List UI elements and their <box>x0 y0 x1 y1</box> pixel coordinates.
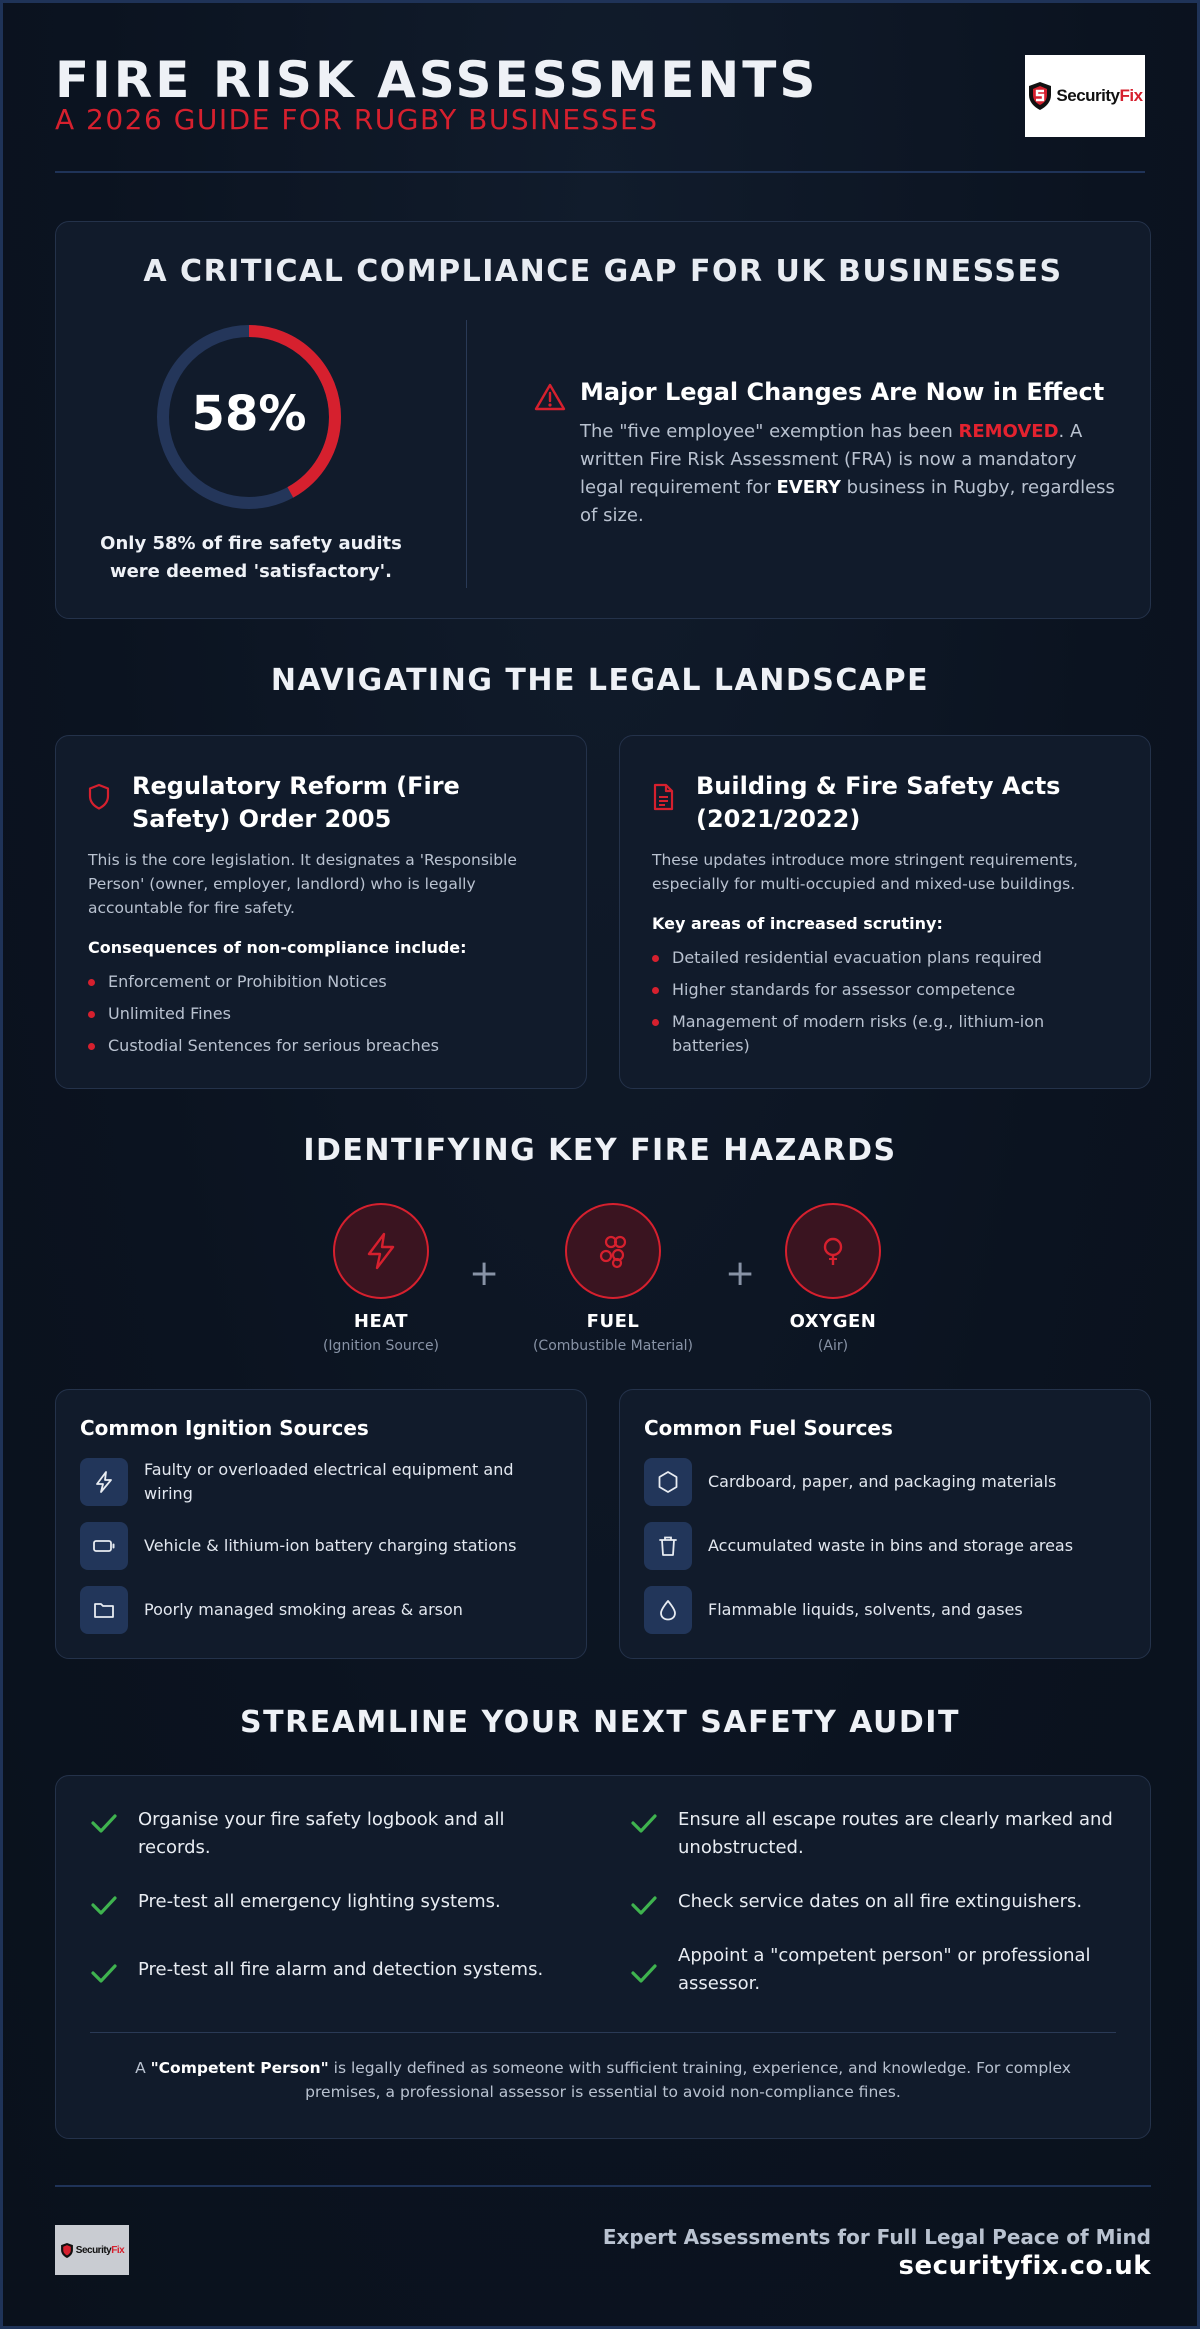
fire-triangle-fuel <box>513 1203 713 1354</box>
page-title: FIRE RISK ASSESSMENTS <box>55 51 819 109</box>
donut-caption: Only 58% of fire safety audits were deemed 'satisfactory'. <box>100 533 402 582</box>
list-item: Management of modern risks (e.g., lithium-ion batteries) <box>652 1010 1122 1058</box>
list-item: Accumulated waste in bins and storage areas <box>644 1522 1124 1570</box>
checklist-item: Organise your fire safety logbook and all records. <box>90 1806 578 1862</box>
law-card-desc: This is the core legislation. It designates a 'Responsible Person' (owner, employer, landlord) who is legally accountable for fire safety. <box>88 851 517 917</box>
triangle-label: HEAT <box>353 1311 409 1332</box>
checklist-item: Pre-test all emergency lighting systems. <box>90 1888 578 1916</box>
shield-logo-icon <box>1027 81 1053 111</box>
law-card-subheading: Consequences of non-compliance include: <box>88 938 467 957</box>
fuel-sources-card <box>619 1389 1151 1659</box>
list-item: Unlimited Fines <box>88 1002 558 1026</box>
shield-icon <box>86 782 112 812</box>
trash-icon <box>656 1534 680 1558</box>
checklist-item: Ensure all escape routes are clearly marked and unobstructed. <box>630 1806 1118 1862</box>
triangle-label: OXYGEN <box>789 1311 877 1332</box>
list-item: Poorly managed smoking areas & arson <box>80 1586 560 1634</box>
law-card-title: Building & Fire Safety Acts (2021/2022) <box>696 772 1061 833</box>
list-item: Detailed residential evacuation plans required <box>652 946 1122 970</box>
header <box>55 3 1145 173</box>
legal-changes-title: Major Legal Changes Are Now in Effect <box>580 378 1105 406</box>
checkmark-icon <box>90 1962 118 1984</box>
footer-tagline: Expert Assessments for Full Legal Peace of Mind <box>602 2225 1151 2249</box>
scrutiny-list <box>652 946 1122 1066</box>
lightning-icon <box>363 1231 399 1271</box>
law-card-title: Regulatory Reform (Fire Safety) Order 2005 <box>132 772 460 833</box>
audit-section-title: STREAMLINE YOUR NEXT SAFETY AUDIT <box>240 1705 960 1740</box>
law-card-rro <box>55 735 587 1089</box>
hazards-section-title: IDENTIFYING KEY FIRE HAZARDS <box>303 1133 897 1168</box>
divider <box>90 2032 1116 2033</box>
document-icon <box>650 782 676 812</box>
folder-icon <box>92 1598 116 1622</box>
list-item: Faulty or overloaded electrical equipment and wiring <box>80 1458 560 1506</box>
plus-sign: + <box>469 1253 500 1294</box>
plus-sign: + <box>725 1253 756 1294</box>
triangle-label: FUEL <box>586 1311 640 1332</box>
triangle-sublabel: (Air) <box>817 1338 849 1354</box>
shield-logo-icon <box>60 2242 74 2259</box>
page-subtitle: A 2026 GUIDE FOR RUGBY BUSINESSES <box>55 103 659 136</box>
checklist-item: Check service dates on all fire extinguishers. <box>630 1888 1118 1916</box>
fire-triangle-oxygen <box>733 1203 933 1354</box>
lightning-icon <box>93 1470 115 1494</box>
list-item: Flammable liquids, solvents, and gases <box>644 1586 1124 1634</box>
securityfix-logo: SecurityFix <box>1025 55 1145 137</box>
consequences-list <box>88 970 558 1066</box>
battery-icon <box>92 1534 116 1558</box>
hexagon-icon <box>656 1470 680 1494</box>
law-card-subheading: Key areas of increased scrutiny: <box>652 914 943 933</box>
donut-chart <box>154 322 344 512</box>
checkmark-icon <box>90 1894 118 1916</box>
warning-icon <box>534 382 566 412</box>
footer-logo: SecurityFix <box>55 2225 129 2275</box>
molecules-icon <box>595 1231 631 1271</box>
competent-person-note: A "Competent Person" is legally defined as someone with sufficient training, experience, and knowledge. For complex premises, a professional assessor is essential to avoid non-compliance fines. <box>135 2059 1071 2101</box>
compliance-gap-card <box>55 221 1151 619</box>
list-item: Cardboard, paper, and packaging materials <box>644 1458 1124 1506</box>
droplet-icon <box>656 1598 680 1622</box>
checklist-item: Pre-test all fire alarm and detection systems. <box>90 1956 578 1984</box>
checkmark-icon <box>630 1962 658 1984</box>
checkmark-icon <box>90 1812 118 1834</box>
checkmark-icon <box>630 1812 658 1834</box>
donut-percent: 58% <box>191 386 307 442</box>
list-item: Custodial Sentences for serious breaches <box>88 1034 558 1058</box>
legal-changes-text: The "five employee" exemption has been REMOVED. A written Fire Risk Assessment (FRA) is now a mandatory legal requirement for EVERY business in Rugby, regardless of size. <box>580 421 1115 526</box>
oxygen-icon <box>815 1231 851 1271</box>
audit-checklist-card <box>55 1775 1151 2139</box>
law-card-desc: These updates introduce more stringent requirements, especially for multi-occupied and mixed-use buildings. <box>652 851 1078 893</box>
triangle-sublabel: (Combustible Material) <box>532 1338 694 1354</box>
law-card-building-acts <box>619 735 1151 1089</box>
triangle-sublabel: (Ignition Source) <box>322 1338 440 1354</box>
divider <box>466 320 467 588</box>
list-item: Higher standards for assessor competence <box>652 978 1122 1002</box>
checklist-item: Appoint a "competent person" or professional assessor. <box>630 1942 1118 1998</box>
compliance-gap-title: A CRITICAL COMPLIANCE GAP FOR UK BUSINESSES <box>143 254 1063 289</box>
footer <box>55 2185 1151 2305</box>
footer-website-link[interactable]: securityfix.co.uk <box>898 2251 1151 2281</box>
fire-triangle-heat <box>281 1203 481 1354</box>
ignition-sources-card <box>55 1389 587 1659</box>
checkmark-icon <box>630 1894 658 1916</box>
fuel-sources-title: Common Fuel Sources <box>644 1416 893 1440</box>
list-item: Enforcement or Prohibition Notices <box>88 970 558 994</box>
legal-section-title: NAVIGATING THE LEGAL LANDSCAPE <box>270 663 930 698</box>
list-item: Vehicle & lithium-ion battery charging stations <box>80 1522 560 1570</box>
ignition-sources-title: Common Ignition Sources <box>80 1416 369 1440</box>
